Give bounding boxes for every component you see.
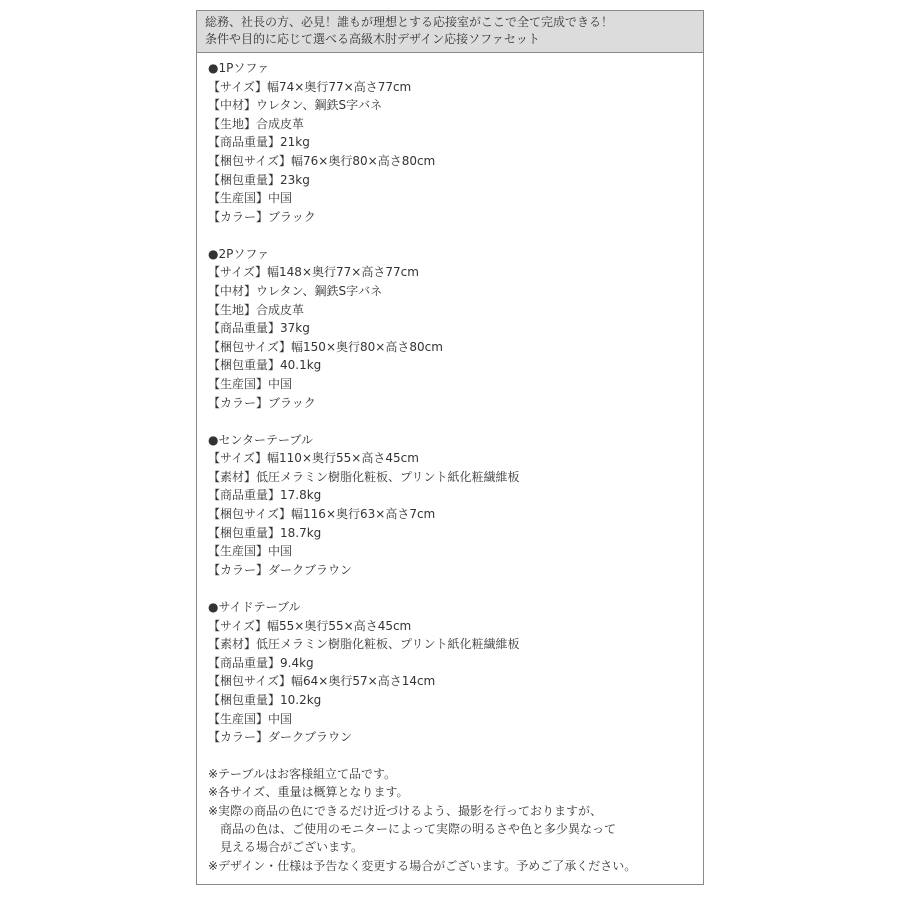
spec-panel: [196, 10, 704, 885]
spec-line-filling: 【中材】ウレタン、鋼鉄S字バネ: [208, 284, 383, 299]
spec-line-package-size: 【梱包サイズ】幅76×奥行80×高さ80cm: [208, 153, 436, 168]
spec-line-size: 【サイズ】幅148×奥行77×高さ77cm: [208, 265, 419, 280]
spec-line-origin: 【生産国】中国: [208, 191, 293, 206]
note-spec-change: ※デザイン・仕様は予告なく変更する場合がございます。予めご了承ください。: [208, 858, 637, 873]
spec-line-size: 【サイズ】幅74×奥行77×高さ77cm: [208, 79, 412, 94]
note-color-continued: 商品の色は、ご使用のモニターによって実際の明るさや色と多少異なって: [220, 822, 617, 837]
section-title: ●1Pソファ: [208, 61, 270, 75]
spec-line-color: 【カラー】ダークブラウン: [208, 730, 353, 745]
spec-line-fabric: 【生地】合成皮革: [208, 116, 305, 131]
spec-line-package-weight: 【梱包重量】18.7kg: [208, 525, 322, 540]
spec-line-size: 【サイズ】幅55×奥行55×高さ45cm: [208, 618, 412, 633]
spec-line-weight: 【商品重量】37kg: [208, 321, 310, 336]
spec-line-fabric: 【生地】合成皮革: [208, 302, 305, 317]
spec-line-color: 【カラー】ダークブラウン: [208, 562, 353, 577]
section-side-table: [208, 598, 703, 747]
spec-line-package-size: 【梱包サイズ】幅116×奥行63×高さ7cm: [208, 507, 436, 522]
section-title: ●2Pソファ: [208, 246, 270, 261]
spec-body: [197, 53, 703, 875]
section-center-table: [208, 431, 703, 580]
spec-line-color: 【カラー】ブラック: [208, 395, 316, 410]
header-line-2: 条件や目的に応じて選べる高級木肘デザイン応接ソファセット: [205, 32, 540, 46]
header-line-1: 総務、社長の方、必見！誰もが理想とする応接室がここで全て完成できる！: [205, 15, 614, 29]
spec-line-color: 【カラー】ブラック: [208, 209, 316, 224]
spec-line-size: 【サイズ】幅110×奥行55×高さ45cm: [208, 451, 419, 466]
section-2p-sofa: [208, 245, 703, 412]
spec-line-origin: 【生産国】中国: [208, 377, 293, 391]
spec-line-package-weight: 【梱包重量】23kg: [208, 172, 310, 187]
notes: [208, 765, 703, 875]
section-1p-sofa: [208, 59, 703, 226]
section-title: ●センターテーブル: [208, 432, 313, 447]
spec-line-package-weight: 【梱包重量】10.2kg: [208, 692, 322, 707]
spec-line-material: 【素材】低圧メラミン樹脂化粧板、プリント紙化粧繊維板: [208, 637, 520, 652]
note-approximate: ※各サイズ、重量は概算となります。: [208, 785, 409, 800]
spec-line-package-size: 【梱包サイズ】幅64×奥行57×高さ14cm: [208, 674, 436, 689]
spec-line-origin: 【生産国】中国: [208, 544, 293, 559]
spec-line-filling: 【中材】ウレタン、鋼鉄S字バネ: [208, 98, 383, 113]
spec-header: [197, 11, 703, 53]
spec-line-weight: 【商品重量】21kg: [208, 135, 310, 150]
spec-line-weight: 【商品重量】17.8kg: [208, 488, 322, 503]
section-title: ●サイドテーブル: [208, 599, 301, 614]
spec-line-weight: 【商品重量】9.4kg: [208, 655, 314, 670]
note-assembly: ※テーブルはお客様組立て品です。: [208, 767, 397, 782]
note-color: ※実際の商品の色にできるだけ近づけるよう、撮影を行っておりますが、: [208, 803, 603, 818]
spec-line-material: 【素材】低圧メラミン樹脂化粧板、プリント紙化粧繊維板: [208, 469, 520, 484]
spec-line-origin: 【生産国】中国: [208, 711, 293, 726]
spec-line-package-size: 【梱包サイズ】幅150×奥行80×高さ80cm: [208, 339, 443, 354]
note-color-continued: 見える場合がございます。: [220, 840, 364, 855]
spec-line-package-weight: 【梱包重量】40.1kg: [208, 358, 322, 373]
